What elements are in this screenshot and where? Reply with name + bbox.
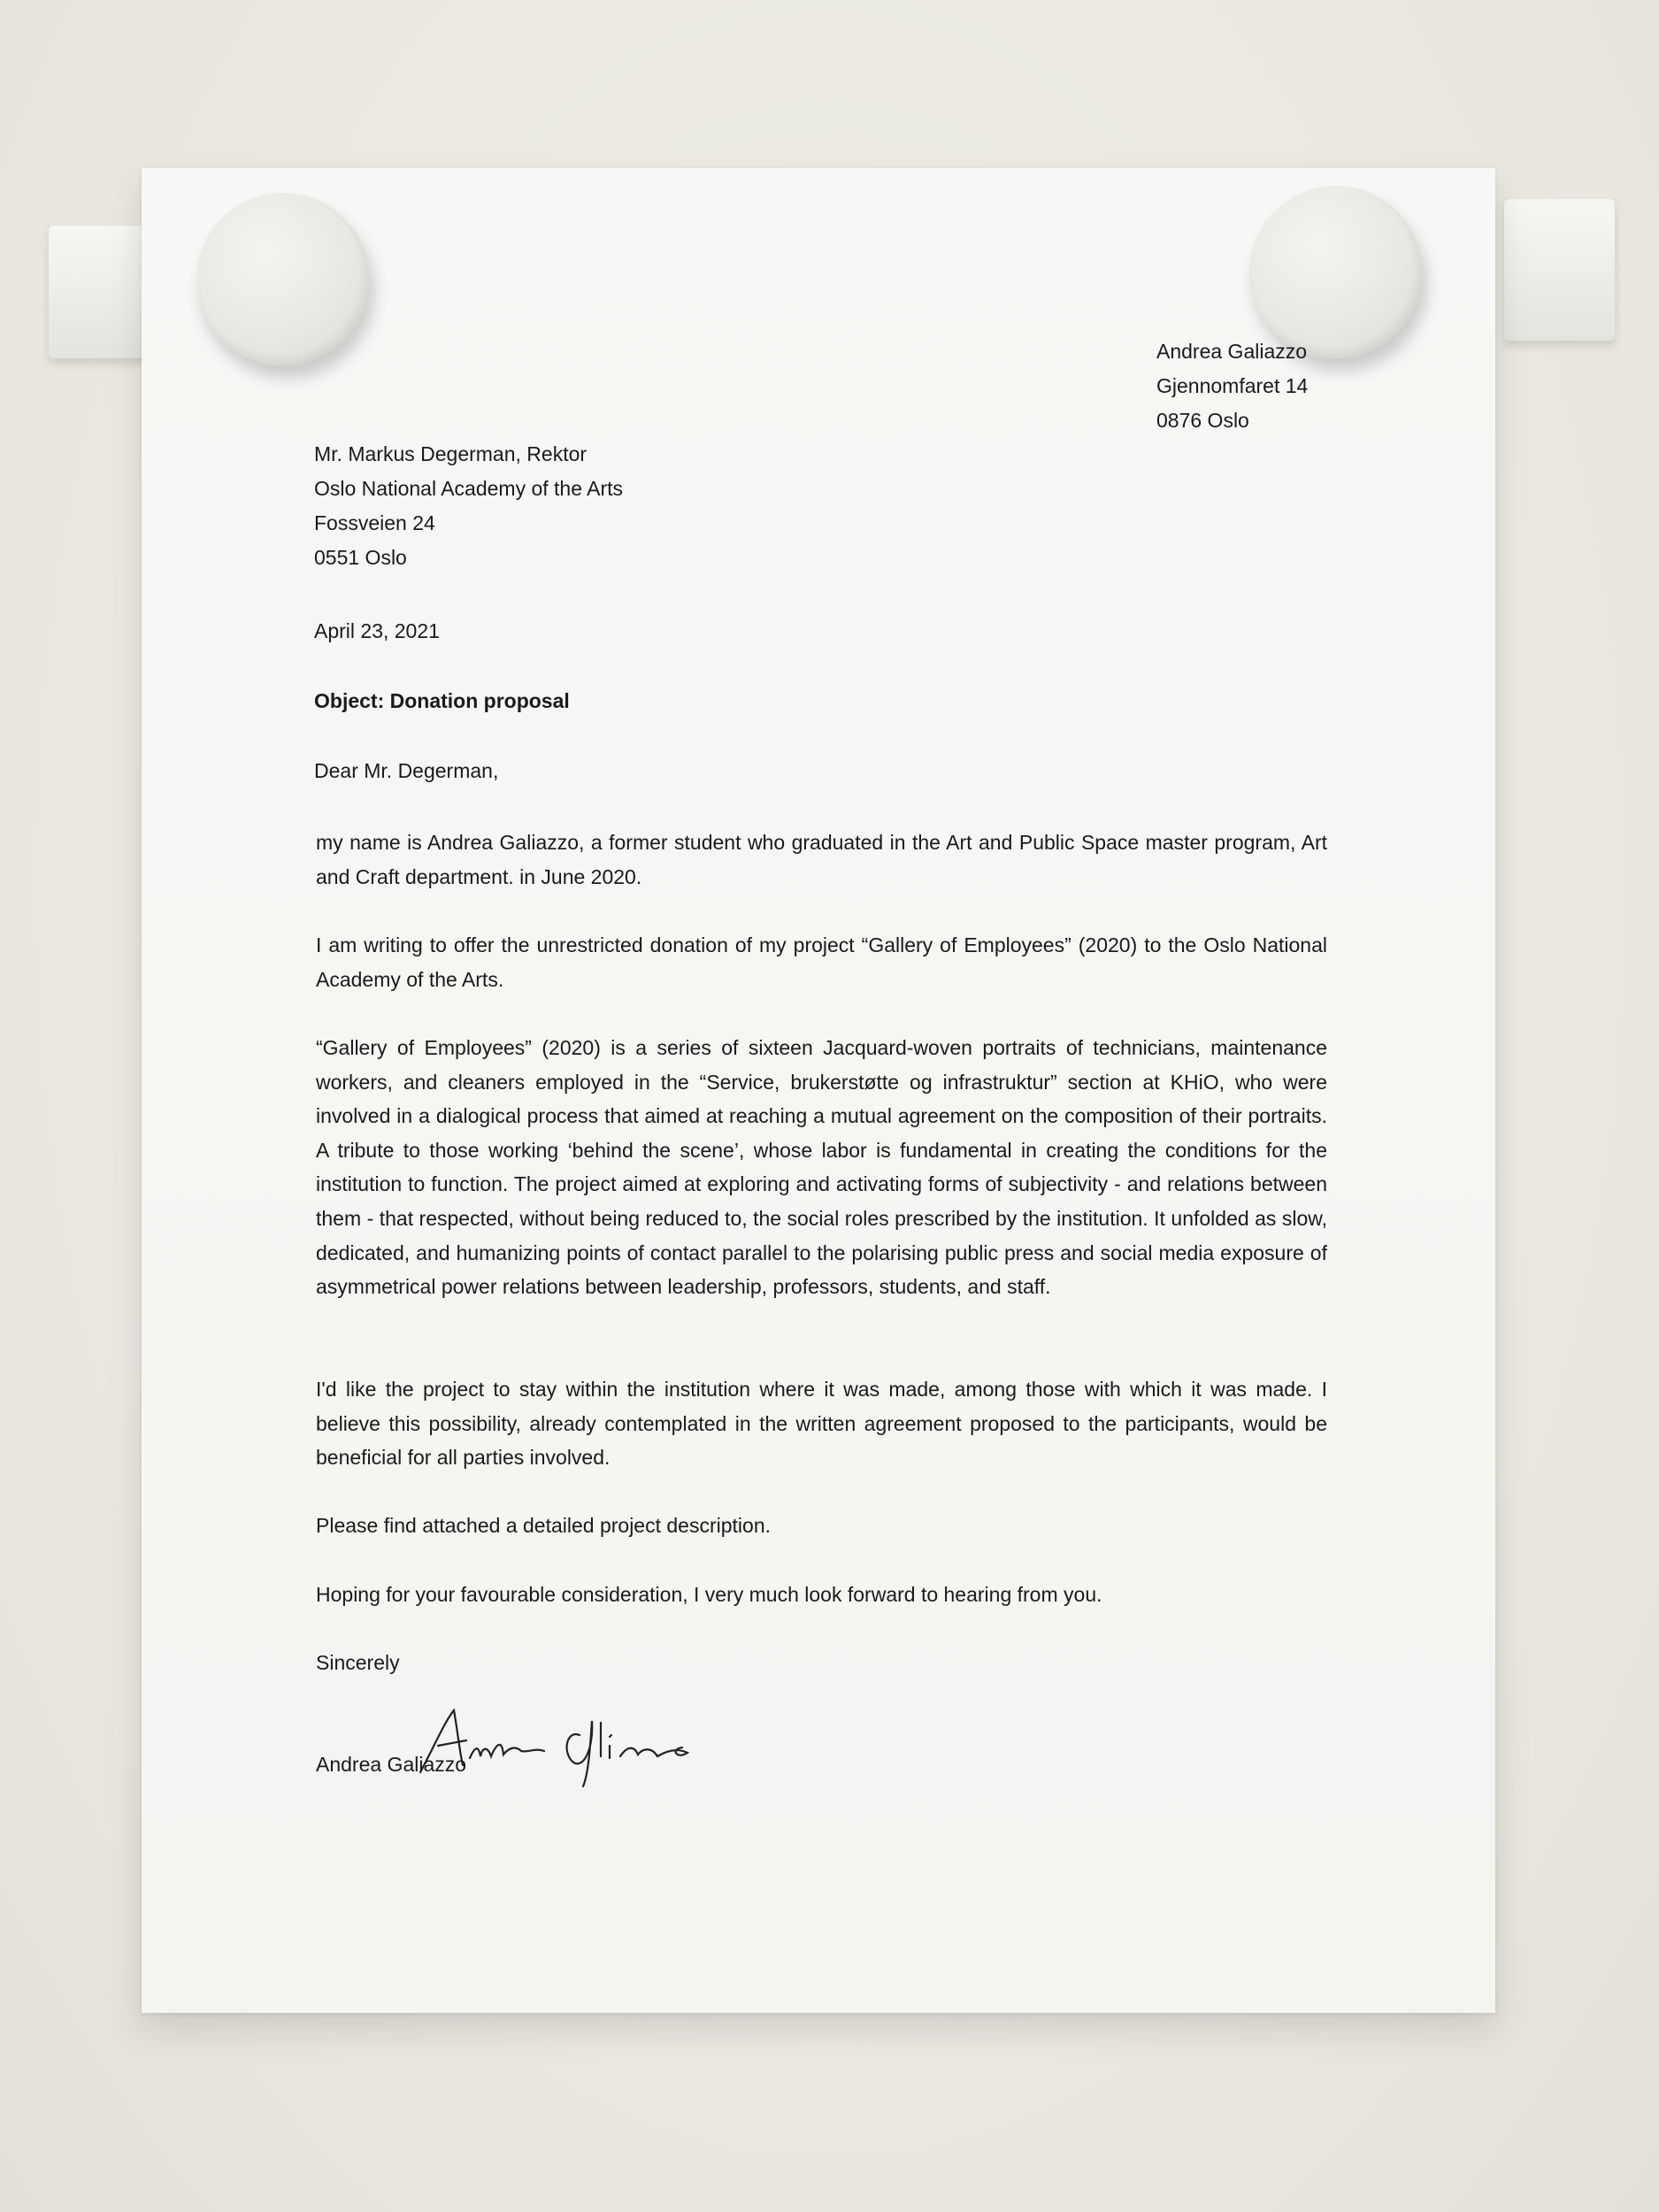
body-paragraph-1: my name is Andrea Galiazzo, a former student who graduated in the Art and Public Space master program, Art and Craft department. in June 2020.: [316, 831, 1327, 888]
letter-date: April 23, 2021: [314, 619, 440, 642]
signature-name: Andrea Galiazzo: [316, 1753, 467, 1776]
recipient-name: Mr. Markus Degerman, Rektor: [314, 442, 588, 465]
sender-street: Gjennomfaret 14: [1156, 374, 1309, 397]
body-paragraph-4: I'd like the project to stay within the institution where it was made, among those with which it was made. I believe this possibility, already contemplated in the written agreement proposed to the participants, would be beneficial for all parties involved.: [316, 1378, 1327, 1470]
recipient-street: Fossveien 24: [314, 511, 435, 534]
body-paragraph-6: Hoping for your favourable consideration, I very much look forward to hearing from you.: [316, 1583, 1102, 1606]
sender-name: Andrea Galiazzo: [1156, 340, 1308, 363]
recipient-city: 0551 Oslo: [314, 546, 407, 569]
recipient-address: [314, 437, 623, 575]
letter-salutation: Dear Mr. Degerman,: [314, 759, 499, 782]
left-wall-rail: [49, 226, 155, 358]
sender-city: 0876 Oslo: [1156, 409, 1249, 432]
letter-subject: Object: Donation proposal: [314, 689, 570, 712]
letter-closing: Sincerely: [316, 1651, 400, 1674]
right-wall-rail: [1504, 199, 1615, 341]
recipient-institution: Oslo National Academy of the Arts: [314, 477, 624, 500]
body-paragraph-3: “Gallery of Employees” (2020) is a series of sixteen Jacquard-woven portraits of technicians, maintenance workers, and cleaners employed in the “Service, brukerstøtte og infrastruktur” section at KHiO, who were involved in a dialogical process that aimed at reaching a mutual agreement on the composition of their portraits. A tribute to those working ‘behind the scene’, whose labor is fundamental in creating the conditions for the institution to function. The project aimed at exploring and activating forms of subjectivity - and relations between them - that respected, without being reduced to, the social roles prescribed by the institution. It unfolded as slow, dedicated, and humanizing points of contact parallel to the polarising public press and social media exposure of asymmetrical power relations between leadership, professors, students, and staff.: [316, 1036, 1327, 1299]
body-paragraph-2: I am writing to offer the unrestricted donation of my project “Gallery of Employees” (2020) to the Oslo National Academy of the Arts.: [316, 933, 1327, 991]
right-magnet: [1249, 186, 1422, 358]
body-paragraph-5: Please find attached a detailed project description.: [316, 1514, 771, 1537]
left-magnet: [196, 193, 369, 365]
sender-address: [1156, 334, 1308, 438]
